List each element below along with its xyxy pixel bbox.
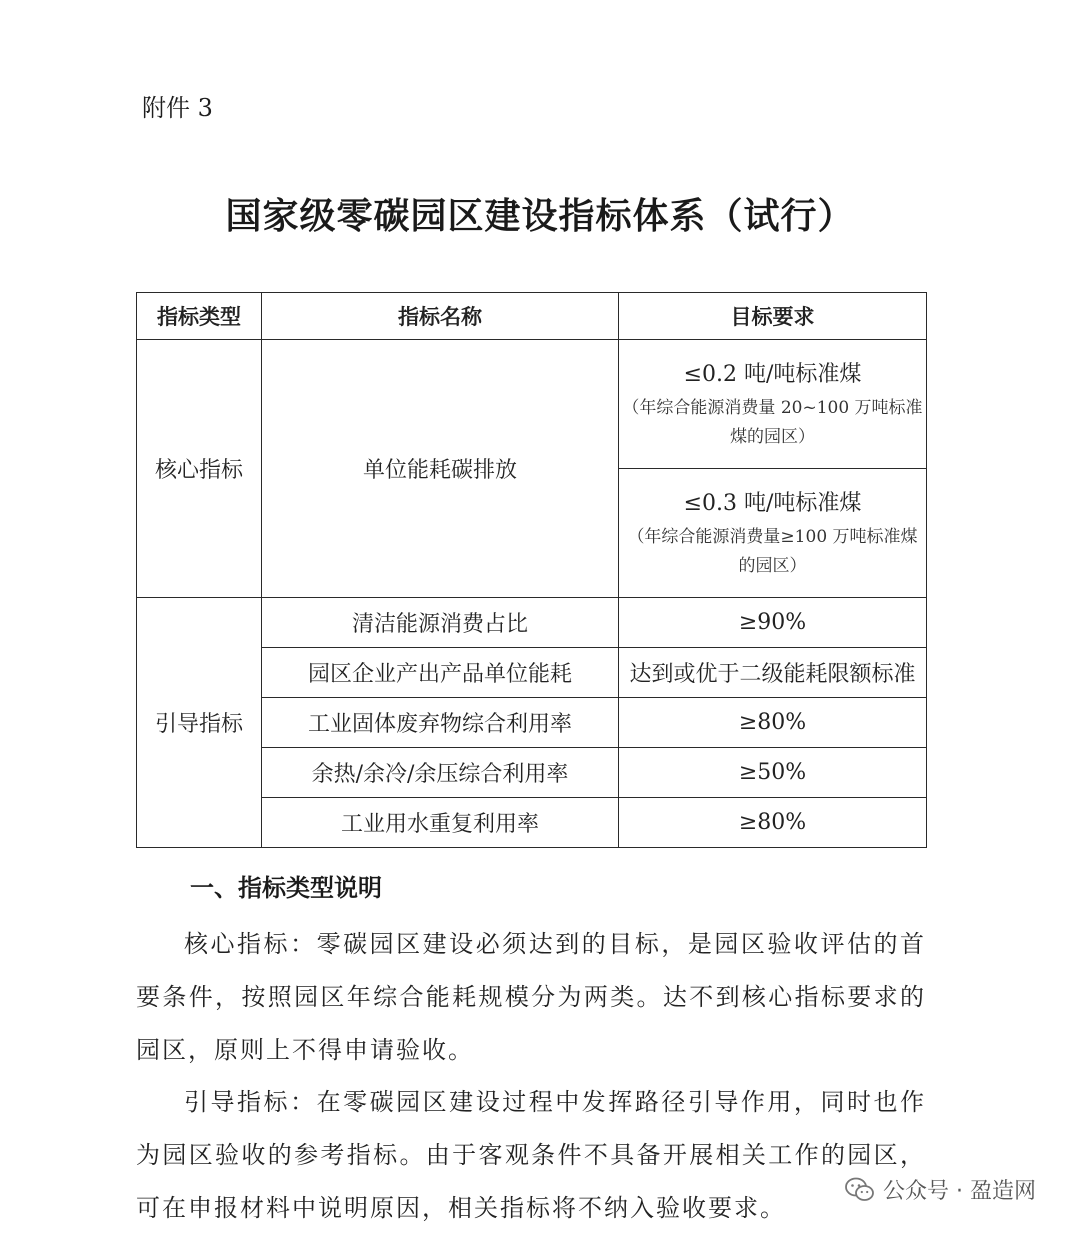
guide-name-cell: 园区企业产出产品单位能耗 — [262, 648, 619, 698]
core-requirement-cell — [619, 469, 927, 598]
core-name-cell: 单位能耗碳排放 — [262, 340, 619, 598]
guide-target-cell: ≥90% — [619, 598, 927, 648]
attachment-label: 附件 3 — [142, 94, 213, 122]
requirement-value: ≤0.2 吨/吨标准煤 — [683, 362, 862, 388]
header-indicator-type: 指标类型 — [137, 293, 262, 340]
indicator-table — [136, 292, 927, 848]
table-row — [137, 340, 927, 469]
guide-target-cell: 达到或优于二级能耗限额标准 — [619, 648, 927, 698]
guide-target-cell: ≥80% — [619, 798, 927, 848]
requirement-note: （年综合能源消费量 20~100 万吨标准煤的园区） — [622, 398, 923, 447]
guide-target-cell: ≥50% — [619, 748, 927, 798]
guide-name-cell: 清洁能源消费占比 — [262, 598, 619, 648]
watermark-text: 公众号 · 盈造网 — [883, 1179, 1036, 1204]
core-type-cell: 核心指标 — [137, 340, 262, 598]
watermark — [837, 1170, 1044, 1209]
guide-type-cell: 引导指标 — [137, 598, 262, 848]
core-requirement-cell — [619, 340, 927, 469]
table-header-row — [137, 293, 927, 340]
requirement-value: ≤0.3 吨/吨标准煤 — [683, 491, 862, 517]
section-heading: 一、指标类型说明 — [190, 874, 382, 902]
guide-indicator-paragraph: 引导指标：在零碳园区建设过程中发挥路径引导作用，同时也作为园区验收的参考指标。由于客观条件不具备开展相关工作的园区，可在申报材料中说明原因，相关指标将不纳入验收要求。 — [136, 1088, 926, 1222]
document-title: 国家级零碳园区建设指标体系（试行） — [225, 196, 855, 237]
header-target-requirement: 目标要求 — [619, 293, 927, 340]
core-indicator-paragraph: 核心指标：零碳园区建设必须达到的目标，是园区验收评估的首要条件，按照园区年综合能耗规模分为两类。达不到核心指标要求的园区，原则上不得申请验收。 — [136, 930, 926, 1064]
wechat-icon — [845, 1177, 875, 1203]
table-row — [137, 598, 927, 648]
guide-name-cell: 余热/余冷/余压综合利用率 — [262, 748, 619, 798]
guide-name-cell: 工业固体废弃物综合利用率 — [262, 698, 619, 748]
guide-name-cell: 工业用水重复利用率 — [262, 798, 619, 848]
guide-target-cell: ≥80% — [619, 698, 927, 748]
header-indicator-name: 指标名称 — [262, 293, 619, 340]
requirement-note: （年综合能源消费量≥100 万吨标准煤的园区） — [627, 527, 918, 576]
